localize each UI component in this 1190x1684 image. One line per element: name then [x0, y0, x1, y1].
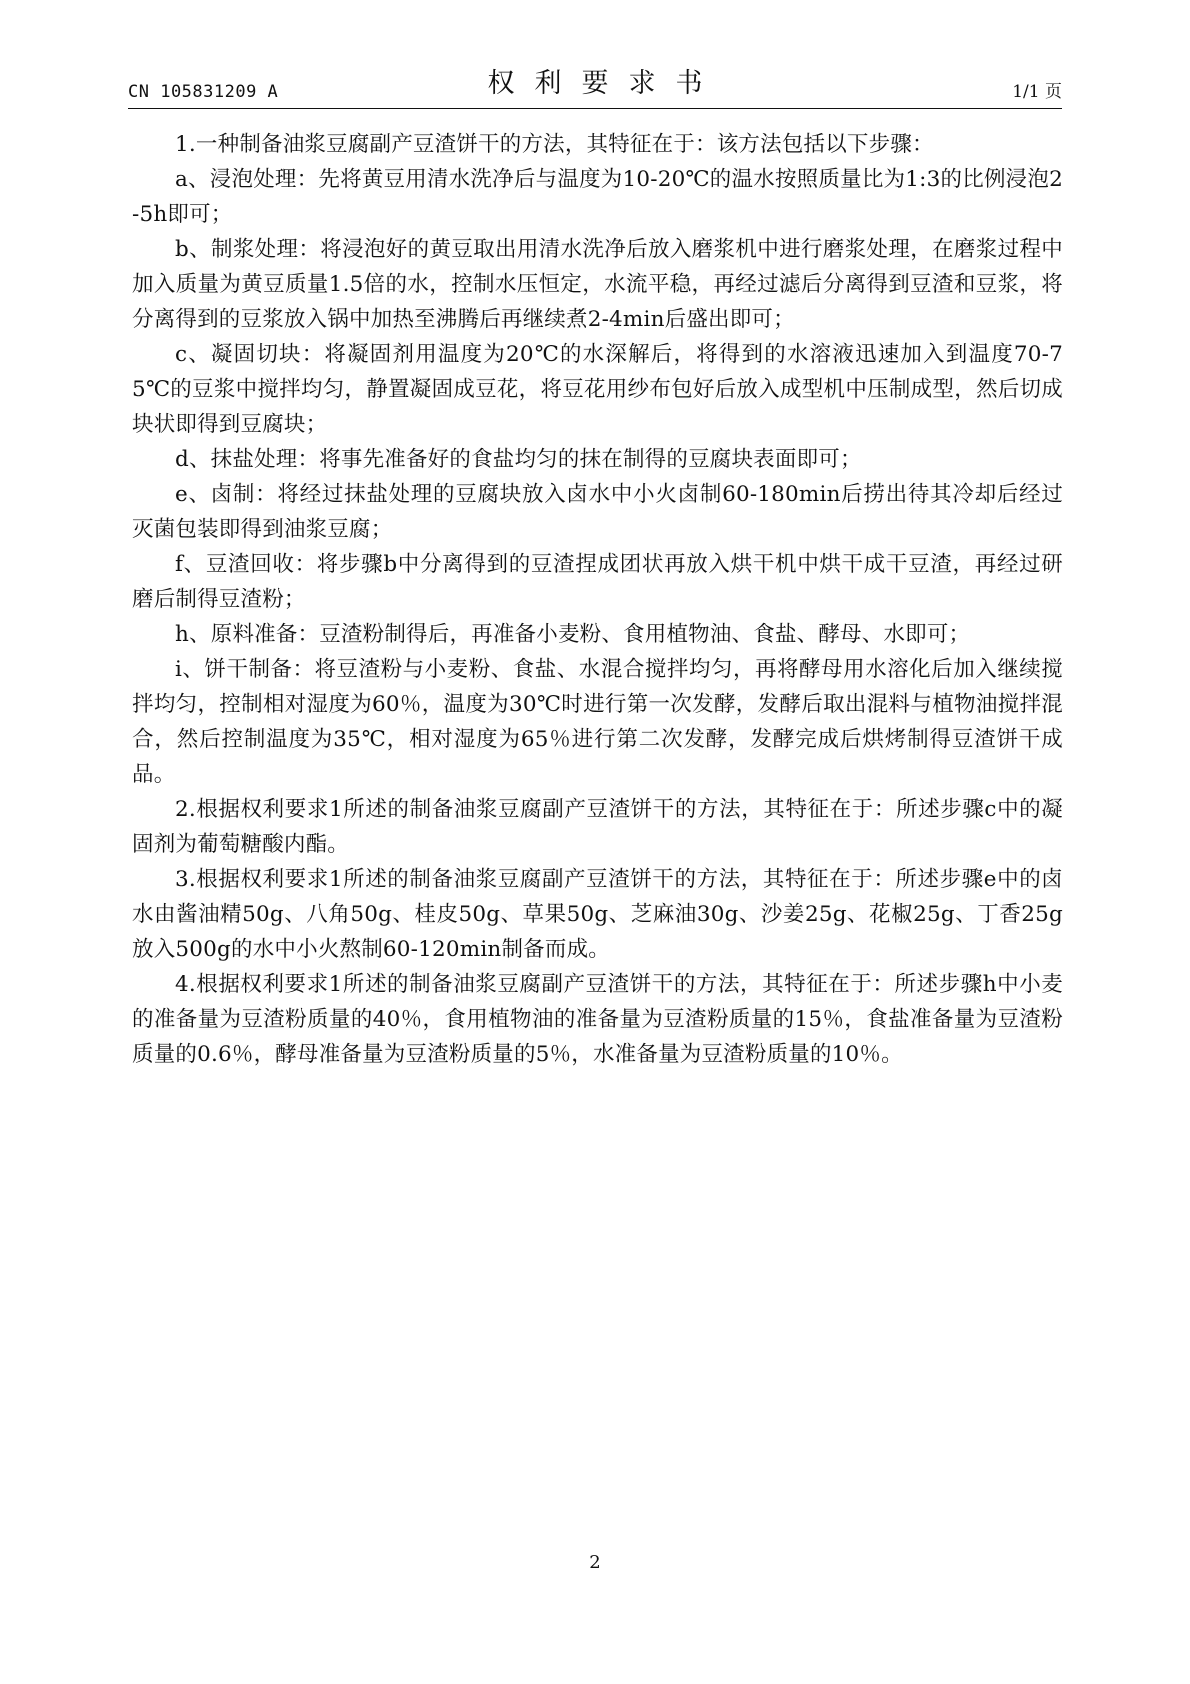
claim-1-step-h: h、原料准备：豆渣粉制得后，再准备小麦粉、食用植物油、食盐、酵母、水即可； — [175, 622, 971, 647]
claim-1-step-a: a、浸泡处理：先将黄豆用清水洗净后与温度为10-20℃的温水按照质量比为1:3的比例浸泡2-5h即可； — [132, 167, 1063, 227]
claim-2: 2.根据权利要求1所述的制备油浆豆腐副产豆渣饼干的方法，其特征在于：所述步骤c中的凝固剂为葡萄糖酸内酯。 — [132, 797, 1063, 857]
publication-number: CN 105831209 A — [128, 82, 279, 102]
claim-3: 3.根据权利要求1所述的制备油浆豆腐副产豆渣饼干的方法，其特征在于：所述步骤e中的卤水由酱油精50g、八角50g、桂皮50g、草果50g、芝麻油30g、沙姜25g、花椒25g、丁香25g放入500g的水中小火熬制60-120min制备而成。 — [132, 867, 1063, 962]
page-header — [128, 62, 1062, 109]
claim-1-step-d: d、抹盐处理：将事先准备好的食盐均匀的抹在制得的豆腐块表面即可； — [175, 447, 862, 472]
claim-1-step-b: b、制浆处理：将浸泡好的黄豆取出用清水洗净后放入磨浆机中进行磨浆处理，在磨浆过程中加入质量为黄豆质量1.5倍的水，控制水压恒定，水流平稳，再经过滤后分离得到豆渣和豆浆，将分离得到的豆浆放入锅中加热至沸腾后再继续煮2-4min后盛出即可； — [132, 237, 1063, 332]
claim-4: 4.根据权利要求1所述的制备油浆豆腐副产豆渣饼干的方法，其特征在于：所述步骤h中小麦的准备量为豆渣粉质量的40％，食用植物油的准备量为豆渣粉质量的15％，食盐准备量为豆渣粉质量的0.6％，酵母准备量为豆渣粉质量的5％，水准备量为豆渣粉质量的10％。 — [132, 972, 1063, 1067]
page-number: 2 — [589, 1552, 601, 1573]
page-count: 1/1 页 — [1012, 82, 1062, 102]
document-title: 权利要求书 — [487, 68, 723, 99]
claims-body — [132, 127, 1063, 1072]
claim-1-step-i: i、饼干制备：将豆渣粉与小麦粉、食盐、水混合搅拌均匀，再将酵母用水溶化后加入继续搅拌均匀，控制相对湿度为60％，温度为30℃时进行第一次发酵，发酵后取出混料与植物油搅拌混合，然后控制温度为35℃，相对湿度为65％进行第二次发酵，发酵完成后烘烤制得豆渣饼干成品。 — [132, 657, 1063, 787]
claim-1-intro: 1.一种制备油浆豆腐副产豆渣饼干的方法，其特征在于：该方法包括以下步骤： — [175, 132, 934, 157]
claim-1-step-e: e、卤制：将经过抹盐处理的豆腐块放入卤水中小火卤制60-180min后捞出待其冷却后经过灭菌包装即得到油浆豆腐； — [132, 482, 1063, 542]
claim-1-step-c: c、凝固切块：将凝固剂用温度为20℃的水深解后，将得到的水溶液迅速加入到温度70-75℃的豆浆中搅拌均匀，静置凝固成豆花，将豆花用纱布包好后放入成型机中压制成型，然后切成块状即得到豆腐块； — [132, 342, 1063, 437]
claim-1-step-f: f、豆渣回收：将步骤b中分离得到的豆渣捏成团状再放入烘干机中烘干成干豆渣，再经过研磨后制得豆渣粉； — [132, 552, 1063, 612]
